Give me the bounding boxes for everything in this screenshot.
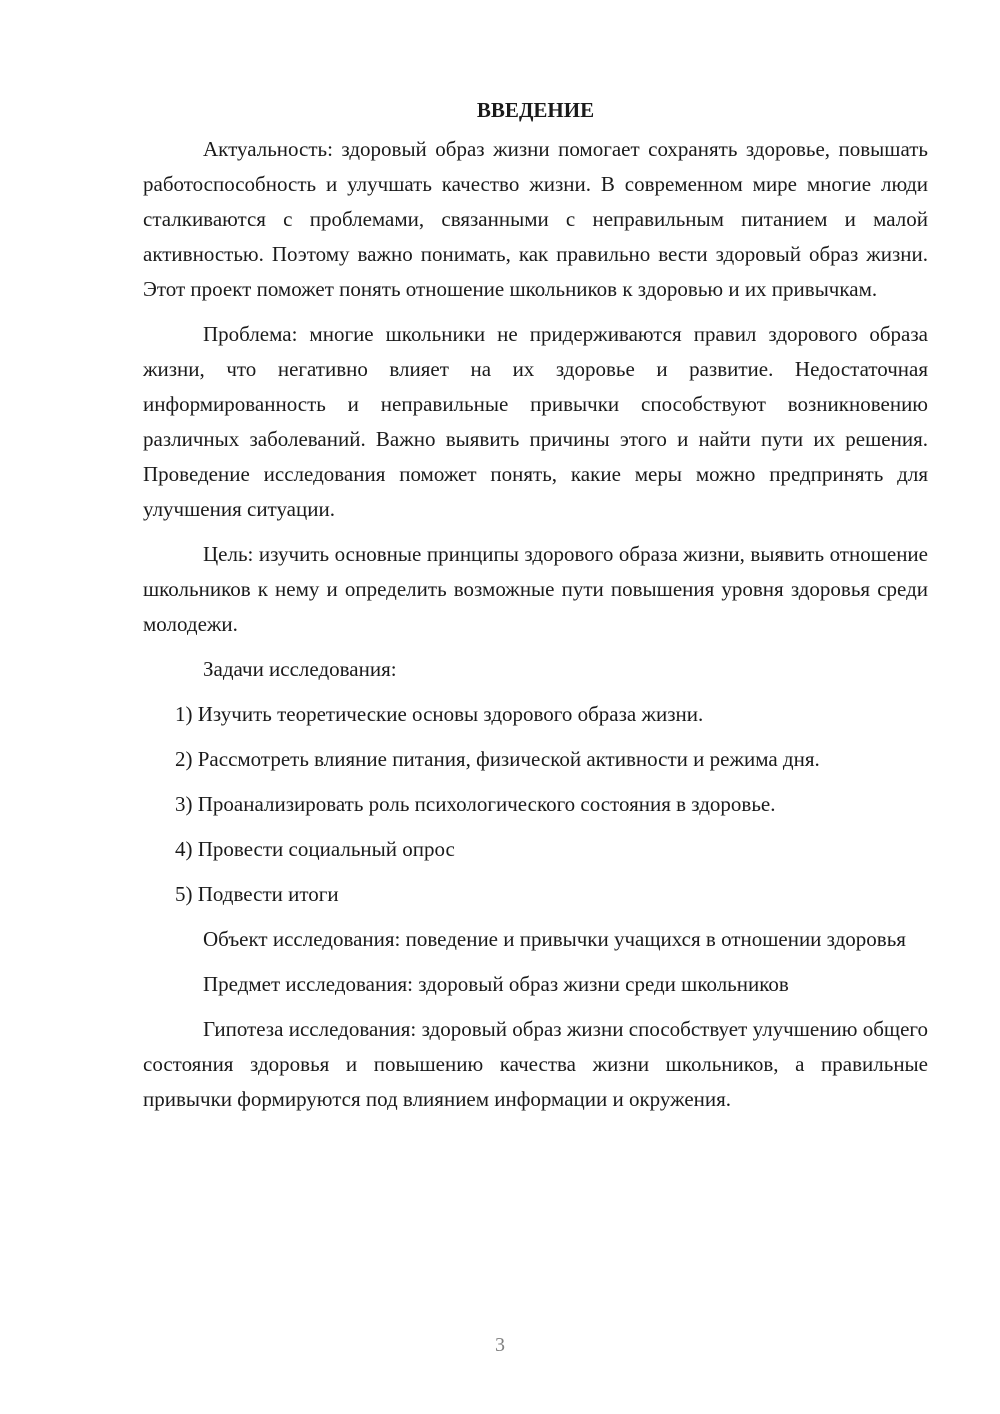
- task-item-4: 4) Провести социальный опрос: [175, 837, 455, 861]
- tasks-heading: Задачи исследования:: [203, 657, 397, 681]
- task-item-2: 2) Рассмотреть влияние питания, физической активности и режима дня.: [175, 747, 820, 771]
- subject-paragraph: Предмет исследования: здоровый образ жизни среди школьников: [203, 972, 789, 996]
- page-number: 3: [495, 1334, 505, 1356]
- task-item-3: 3) Проанализировать роль психологического состояния в здоровье.: [175, 792, 776, 816]
- task-item-5: 5) Подвести итоги: [175, 882, 339, 906]
- section-title: ВВЕДЕНИЕ: [476, 98, 595, 122]
- object-paragraph: Объект исследования: поведение и привычки учащихся в отношении здоровья: [203, 927, 906, 951]
- task-item-1: 1) Изучить теоретические основы здорового образа жизни.: [175, 702, 704, 726]
- problem-paragraph: Проблема: многие школьники не придерживаются правил здорового образа жизни, что негативно влияет на их здоровье и развитие. Недостаточная информированность и неправильные привычки способствуют возникновению различных заболеваний. Важно выявить причины этого и найти пути их решения. Проведение исследования поможет понять, какие меры можно предпринять для улучшения ситуации.: [143, 322, 928, 521]
- relevance-paragraph: Актуальность: здоровый образ жизни помогает сохранять здоровье, повышать работоспособность и улучшать качество жизни. В современном мире многие люди сталкиваются с проблемами, связанными с неправильным питанием и малой активностью. Поэтому важно понимать, как правильно вести здоровый образ жизни. Этот проект поможет понять отношение школьников к здоровью и их привычкам.: [143, 137, 928, 301]
- goal-paragraph: Цель: изучить основные принципы здорового образа жизни, выявить отношение школьников к нему и определить возможные пути повышения уровня здоровья среди молодежи.: [143, 542, 928, 636]
- document-page: [143, 96, 928, 1127]
- hypothesis-paragraph: Гипотеза исследования: здоровый образ жизни способствует улучшению общего состояния здоровья и повышению качества жизни школьников, а правильные привычки формируются под влиянием информации и окружения.: [143, 1017, 928, 1111]
